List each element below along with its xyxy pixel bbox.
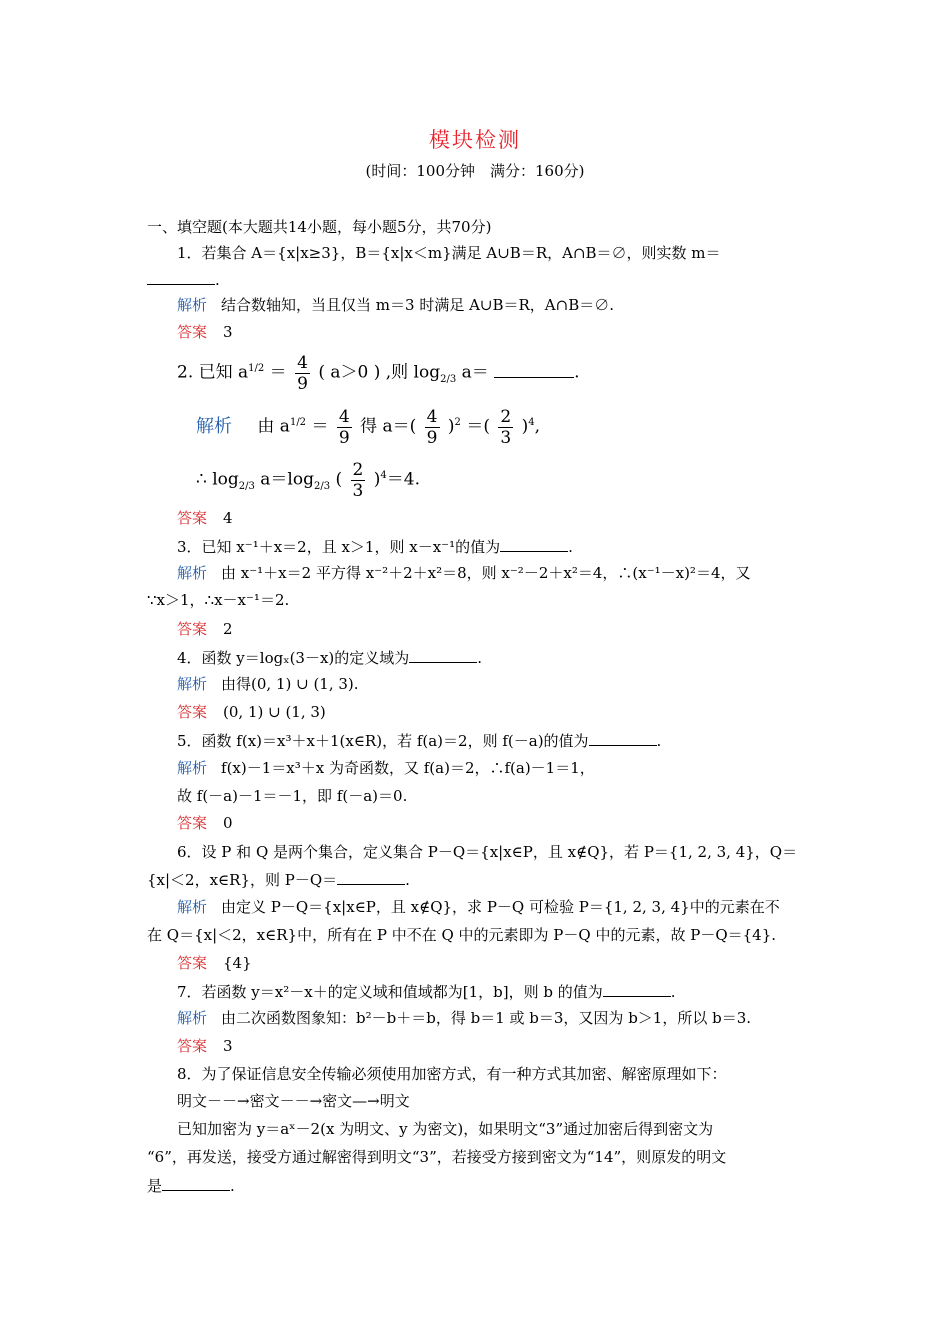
question-3-solution-line2: ∵x＞1，∴x－x⁻¹＝2. bbox=[147, 591, 290, 609]
question-8-line3: 已知加密为 y＝aˣ－2(x 为明文、y 为密文)，如果明文“3”通过加密后得到密文为 bbox=[177, 1120, 714, 1138]
question-3: 3．已知 x⁻¹＋x＝2，且 x＞1，则 x－x⁻¹的值为 . bbox=[177, 535, 837, 558]
fraction: $\frac{2}{3}$ bbox=[352, 459, 364, 501]
question-5-solution-line2: 故 f(－a)－1＝－1，即 f(－a)＝0. bbox=[177, 787, 408, 805]
question-1-solution: 解析 结合数轴知，当且仅当 m＝3 时满足 A∪B＝R，A∩B＝∅. bbox=[177, 296, 614, 314]
solution-label: 解析 bbox=[177, 898, 208, 916]
solution-label: 解析 bbox=[177, 759, 208, 777]
answer-label: 答案 bbox=[177, 1037, 208, 1055]
question-7-solution: 解析 由二次函数图象知：b²－b＋＝b，得 b＝1 或 b＝3，又因为 b＞1，所以 b＝3. bbox=[177, 1009, 752, 1027]
answer-blank bbox=[409, 646, 477, 663]
question-8-line5: 是 . bbox=[147, 1174, 807, 1197]
question-2-solution: 解析 由 $a^{1/2}$ ＝ $\frac{4}{9}$ 得 a＝( $\frac{4}{9}$ )$^2$ ＝( $\frac{2}{3}$ )$^4$, bbox=[196, 406, 541, 448]
question-6-line1: 6．设 P 和 Q 是两个集合，定义集合 P－Q＝{x|x∈P，且 x∉Q}，若 P＝{1, 2, 3, 4}，Q＝ bbox=[177, 843, 798, 861]
solution-label: 解析 bbox=[177, 675, 208, 693]
answer-blank bbox=[337, 868, 405, 885]
answer-blank bbox=[147, 268, 215, 285]
question-5-answer: 答案 0 bbox=[177, 814, 233, 832]
question-1-line2: . bbox=[147, 268, 807, 291]
answer-label: 答案 bbox=[177, 954, 208, 972]
question-6-answer: 答案 {4} bbox=[177, 954, 252, 972]
answer-blank bbox=[162, 1174, 230, 1191]
question-5-solution: 解析 f(x)－1＝x³＋x 为奇函数，又 f(a)＝2，∴f(a)－1＝1， bbox=[177, 759, 595, 777]
solution-label: 解析 bbox=[177, 564, 208, 582]
answer-label: 答案 bbox=[177, 814, 208, 832]
answer-label: 答案 bbox=[177, 620, 208, 638]
section-heading: 一、填空题(本大题共14小题，每小题5分，共70分) bbox=[147, 218, 492, 236]
answer-blank bbox=[494, 361, 574, 378]
answer-label: 答案 bbox=[177, 703, 208, 721]
answer-blank bbox=[603, 980, 671, 997]
answer-label: 答案 bbox=[177, 323, 208, 341]
question-1-answer: 答案 3 bbox=[177, 323, 233, 341]
fraction: $\frac{4}{9}$ bbox=[338, 406, 350, 448]
question-6-line2: {x|＜2，x∈R}，则 P－Q＝ . bbox=[147, 868, 807, 891]
question-4-answer: 答案 (0, 1) ∪ (1, 3) bbox=[177, 703, 326, 721]
question-7-answer: 答案 3 bbox=[177, 1037, 233, 1055]
answer-blank bbox=[500, 535, 568, 552]
fraction: $\frac{4}{9}$ bbox=[426, 406, 438, 448]
solution-label: 解析 bbox=[196, 415, 232, 437]
question-1-line1: 1．若集合 A＝{x|x≥3}，B＝{x|x＜m}满足 A∪B＝R，A∩B＝∅，则实数 m＝ bbox=[177, 244, 721, 262]
question-8-flow: 明文－－→密文－－→密文—→明文 bbox=[177, 1092, 410, 1110]
question-4-solution: 解析 由得(0, 1) ∪ (1, 3). bbox=[177, 675, 359, 693]
question-3-solution: 解析 由 x⁻¹＋x＝2 平方得 x⁻²＋2＋x²＝8，则 x⁻²－2＋x²＝4，∴(x⁻¹－x)²＝4，又 bbox=[177, 564, 751, 582]
answer-blank bbox=[589, 729, 657, 746]
question-4: 4．函数 y＝logₓ(3－x)的定义域为 . bbox=[177, 646, 837, 669]
question-7: 7．若函数 y＝x²－x＋的定义域和值域都为[1，b]，则 b 的值为 . bbox=[177, 980, 837, 1003]
answer-label: 答案 bbox=[177, 509, 208, 527]
question-2-answer: 答案 4 bbox=[177, 509, 233, 527]
solution-label: 解析 bbox=[177, 1009, 208, 1027]
page-title: 模块检测 bbox=[429, 128, 521, 152]
solution-label: 解析 bbox=[177, 296, 208, 314]
question-2: 2. 已知 $a^{1/2}$ ＝ $\frac{4}{9}$ ( a＞0 ) ,则 $\log_{2/3} a=$ . bbox=[177, 352, 580, 394]
question-2-therefore: ∴ $\log_{2/3} a=\log_{2/3}$ ( $\frac{2}{3}$ )$^4$＝4. bbox=[196, 459, 420, 501]
fraction: $\frac{4}{9}$ bbox=[297, 352, 308, 394]
question-6-solution-line2: 在 Q＝{x|＜2，x∈R}中，所有在 P 中不在 Q 中的元素即为 P－Q 中的元素，故 P－Q＝{4}. bbox=[147, 926, 777, 944]
exam-info: (时间：100分钟 满分：160分) bbox=[365, 162, 585, 180]
question-3-answer: 答案 2 bbox=[177, 620, 233, 638]
question-8-line1: 8．为了保证信息安全传输必须使用加密方式，有一种方式其加密、解密原理如下： bbox=[177, 1065, 727, 1083]
question-8-line4: “6”，再发送，接受方通过解密得到明文“3”，若接受方接到密文为“14”，则原发的明文 bbox=[147, 1148, 727, 1166]
question-5: 5．函数 f(x)＝x³＋x＋1(x∈R)，若 f(a)＝2，则 f(－a)的值为 . bbox=[177, 729, 837, 752]
question-6-solution: 解析 由定义 P－Q＝{x|x∈P，且 x∉Q}，求 P－Q 可检验 P＝{1, 2, 3, 4}中的元素在不 bbox=[177, 898, 780, 916]
fraction: $\frac{2}{3}$ bbox=[500, 406, 512, 448]
